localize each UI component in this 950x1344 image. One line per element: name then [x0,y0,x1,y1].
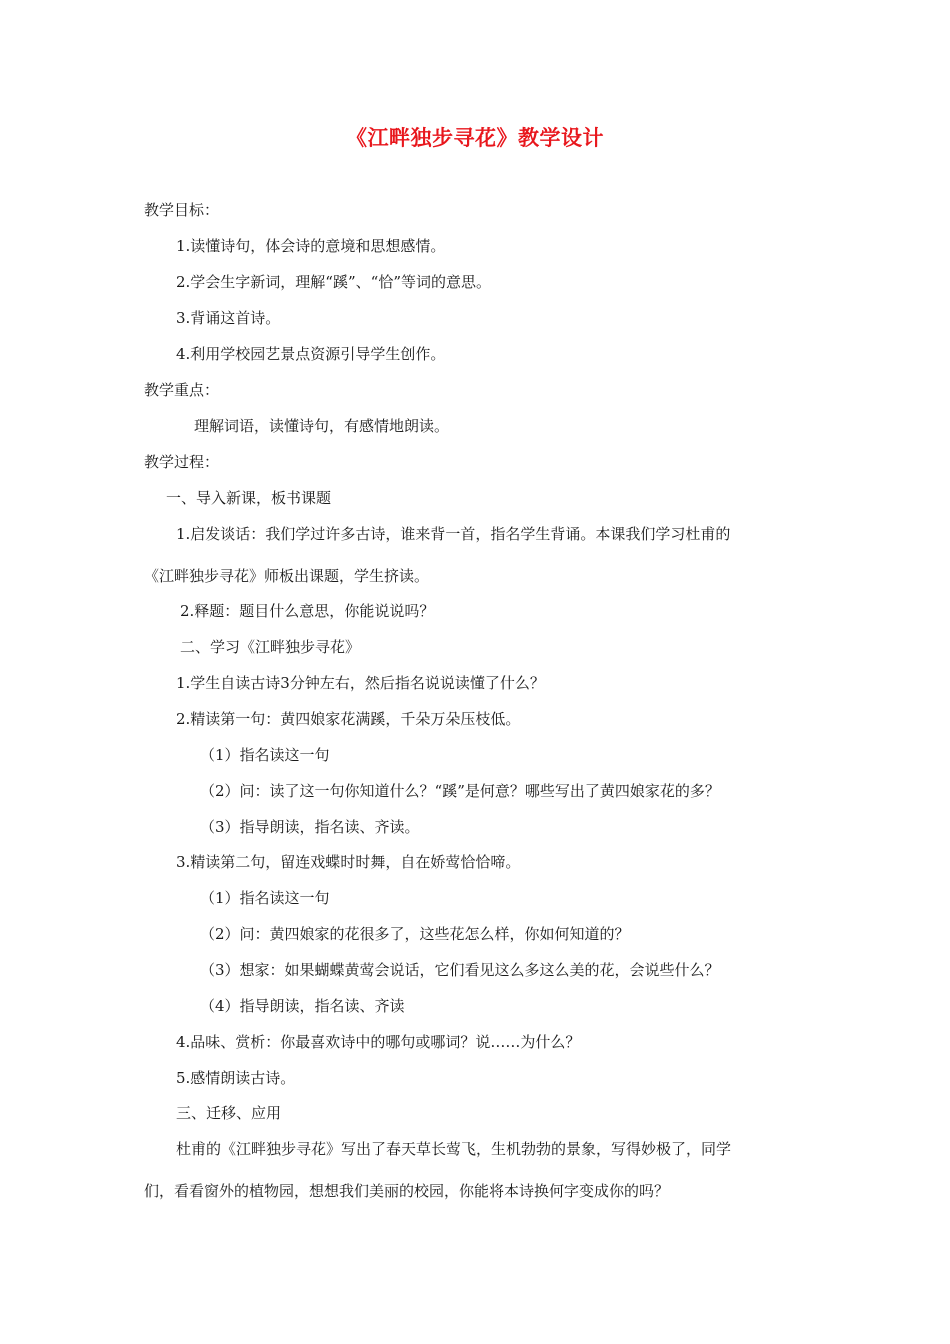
paragraph-line: 们，看看窗外的植物园，想想我们美丽的校园，你能将本诗换何字变成你的吗？ [144,1182,670,1200]
section-heading-objectives: 教学目标： [144,201,220,219]
paragraph-line: 3.精读第二句，留连戏蝶时时舞，自在娇莺恰恰啼。 [176,853,521,871]
section-heading-process: 教学过程： [144,453,220,471]
process-step-heading: 二、学习《江畔独步寻花》 [180,638,361,656]
section-heading-key-points: 教学重点： [144,381,220,399]
objective-item: 3.背诵这首诗。 [176,309,281,327]
objective-item: 2.学会生字新词，理解“蹊”、“恰”等词的意思。 [176,273,491,291]
objective-item: 1.读懂诗句，体会诗的意境和思想感情。 [176,237,446,255]
paragraph-line: 2.精读第一句：黄四娘家花满蹊，千朵万朵压枝低。 [176,710,521,728]
paragraph-line: 1.启发谈话：我们学过许多古诗，谁来背一首，指名学生背诵。本课我们学习杜甫的 [176,525,731,543]
paragraph-line: 1.学生自读古诗3分钟左右，然后指名说说读懂了什么？ [176,674,545,692]
paragraph-line: 《江畔独步寻花》师板出课题，学生挤读。 [144,567,430,585]
sub-item: （2）问：黄四娘家的花很多了，这些花怎么样，你如何知道的？ [200,925,630,943]
sub-item: （1）指名读这一句 [200,746,330,764]
sub-item: （3）指导朗读，指名读、齐读。 [200,818,420,836]
paragraph-line: 4.品味、赏析：你最喜欢诗中的哪句或哪词？说……为什么？ [176,1033,581,1051]
sub-item: （3）想家：如果蝴蝶黄莺会说话，它们看见这么多这么美的花，会说些什么？ [200,961,720,979]
document-title: 《江畔独步寻花》教学设计 [346,126,604,150]
key-point-text: 理解词语，读懂诗句，有感情地朗读。 [194,417,450,435]
process-step-heading: 一、导入新课，板书课题 [166,489,332,507]
process-step-heading: 三、迁移、应用 [176,1104,282,1122]
sub-item: （2）问：读了这一句你知道什么？“蹊”是何意？哪些写出了黄四娘家花的多？ [200,782,720,800]
paragraph-line: 2.释题：题目什么意思，你能说说吗？ [180,602,435,620]
paragraph-line: 5.感情朗读古诗。 [176,1069,296,1087]
paragraph-line: 杜甫的《江畔独步寻花》写出了春天草长莺飞，生机勃勃的景象，写得妙极了，同学 [176,1140,732,1158]
sub-item: （1）指名读这一句 [200,889,330,907]
objective-item: 4.利用学校园艺景点资源引导学生创作。 [176,345,446,363]
sub-item: （4）指导朗读，指名读、齐读 [200,997,405,1015]
